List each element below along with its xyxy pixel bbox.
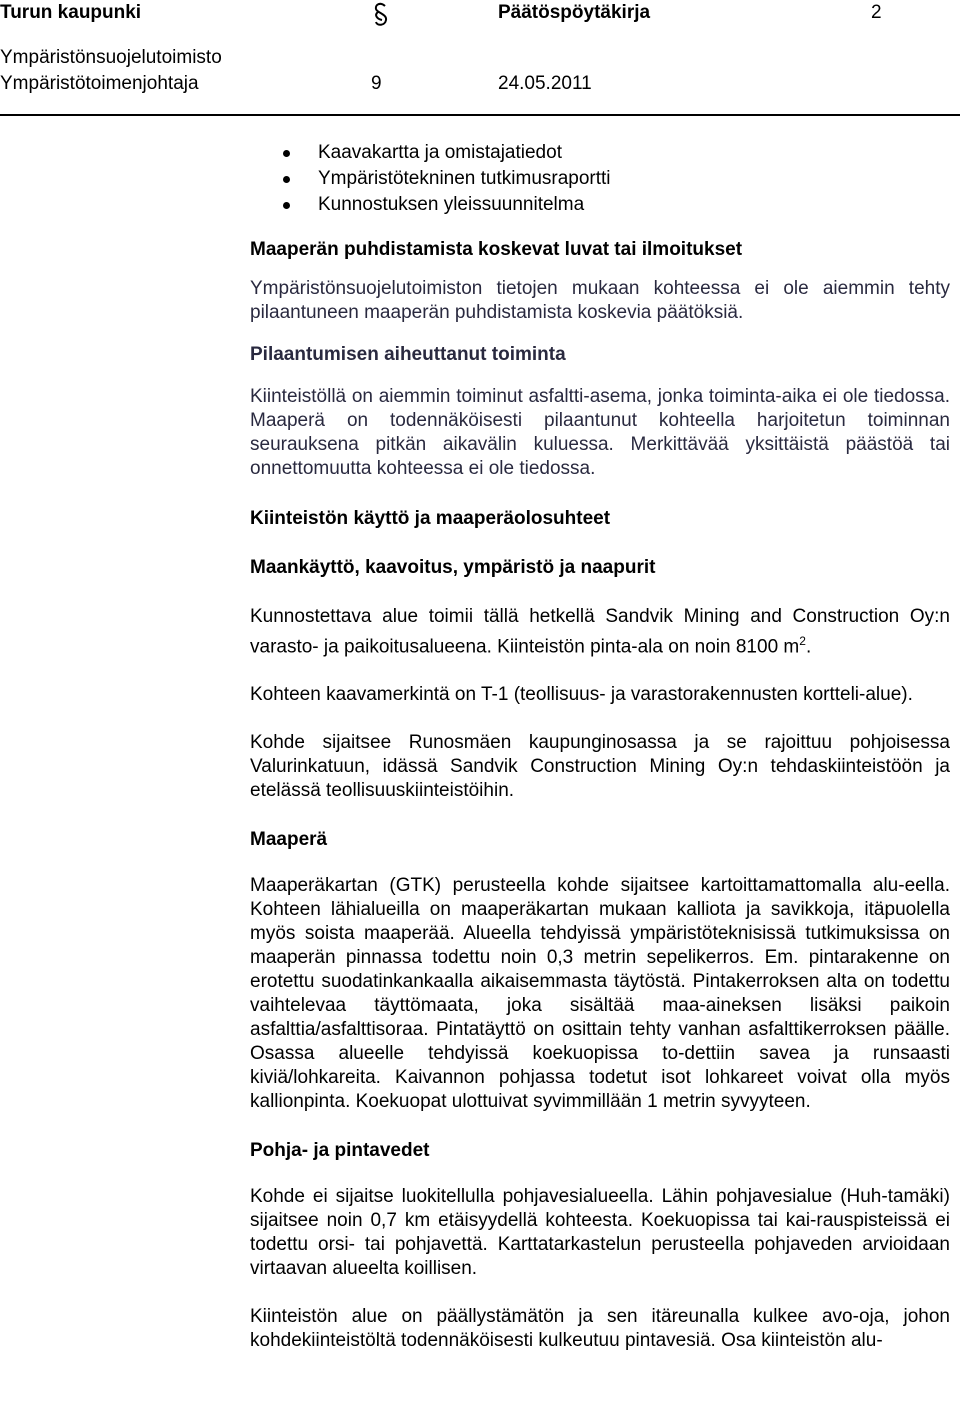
section-heading: Kiinteistön käyttö ja maaperäolosuhteet	[250, 508, 611, 529]
paragraph-text: Kunnostettava alue toimii tällä hetkellä Sandvik Mining and Construction Oy:n varasto- ja paikoitusalueena. Kiinteistön pinta-ala on noin 8100 m	[250, 606, 950, 658]
list-item: Ympäristötekninen tutkimusraportti	[250, 166, 950, 192]
paragraph: Kohde sijaitsee Runosmäen kaupunginosassa ja se rajoittuu pohjoisessa Valurinkatuun, idässä Sandvik Construction Mining Oy:n tehdaskiinteistöön ja etelässä teollisuuskiinteistöihin.	[250, 732, 950, 802]
official-title: Ympäristötoimenjohtaja	[0, 73, 199, 94]
superscript: 2	[799, 634, 806, 648]
subsection-heading: Pohja- ja pintavedet	[250, 1140, 430, 1162]
section-heading: Maaperän puhdistamista koskevat luvat tai ilmoitukset	[250, 239, 743, 260]
list-item: Kaavakartta ja omistajatiedot	[250, 140, 950, 166]
meeting-date: 24.05.2011	[498, 73, 592, 94]
paragraph: Kiinteistön alue on päällystämätön ja sen itäreunalla kulkee avo-oja, johon kohdekiinteistöltä todennäköisesti kulkeutuu pintavesiä. Osa kiinteistön alu-	[250, 1306, 950, 1352]
header-divider	[0, 114, 960, 116]
paragraph: Maaperäkartan (GTK) perusteella kohde sijaitsee kartoittamattomalla alu-eella. Kohteen lähialueilla on maaperäkartan mukaan kalliota ja savikkoja, itäpuolella myös soista maaperää. Alueella tehdyissä ympäristöteknisissä tutkimuksissa on maaperän pinnassa todettu noin 0,3 metrin sepelikerros. Em. pintarakenne on erotettu suodatinkankaalla aikaisemmasta täytöstä. Pintakerroksen alta on todettu vaihtelevaa täyttömaata, joka sisältää maa-aineksen lisäksi paikoin asfalttia/asfalttisoraa. Pintatäyttö on osittain tehty vanhan asfalttikerroksen päälle. Osassa alueelle tehdyissä koekuopissa to-dettiin savea ja runsaasti kiviä/lohkareita. Kaivannon pohjassa todetut isot lohkareet voivat olla myös kallionpinta. Koekuopat ulottuivat syvimmillään 1 metrin syvyyteen.	[250, 875, 950, 1113]
org-name: Turun kaupunki	[0, 2, 142, 23]
subsection-heading: Maankäyttö, kaavoitus, ympäristö ja naapurit	[250, 557, 656, 578]
subsection-heading: Maaperä	[250, 829, 328, 851]
document-section-icon	[370, 1, 392, 31]
document-body	[250, 140, 950, 1353]
paragraph: Kohde ei sijaitse luokitellulla pohjavesialueella. Lähin pohjavesialue (Huh-tamäki) sijaitsee noin 0,7 km etäisyydellä kohteesta. Koekuopissa tai kai-rauspisteissä ei todettu orsi- tai pohjavettä. Karttatarkastelun perusteella pohjaveden arvioidaan virtaavan alueelta koillisen.	[250, 1186, 950, 1280]
paragraph: Kohteen kaavamerkintä on T-1 (teollisuus- ja varastorakennusten kortteli-alue).	[250, 684, 913, 706]
document-type: Päätöspöytäkirja	[498, 2, 651, 23]
section-heading: Pilaantumisen aiheuttanut toiminta	[250, 344, 566, 365]
paragraph: Kiinteistöllä on aiemmin toiminut asfaltti-asema, jonka toiminta-aika ei ole tiedossa. Maaperä on todennäköisesti pilaantunut kohteella harjoitetun toiminnan seurauksena pitkän aikavälin kuluessa. Merkittävää yksittäistä päästöä tai onnettomuutta kohteessa ei ole tiedossa.	[250, 386, 950, 479]
page-number: 2	[871, 2, 882, 23]
attachment-list	[0, 140, 950, 218]
paragraph	[250, 605, 950, 659]
list-item: Kunnostuksen yleissuunnitelma	[250, 192, 950, 218]
paragraph-text-end: .	[805, 636, 812, 658]
section-number: 9	[371, 73, 382, 94]
paragraph: Ympäristönsuojelutoimiston tietojen mukaan kohteessa ei ole aiemmin tehty pilaantuneen maaperän puhdistamista koskevia päätöksiä.	[250, 278, 950, 323]
unit-name: Ympäristönsuojelutoimisto	[0, 47, 222, 68]
